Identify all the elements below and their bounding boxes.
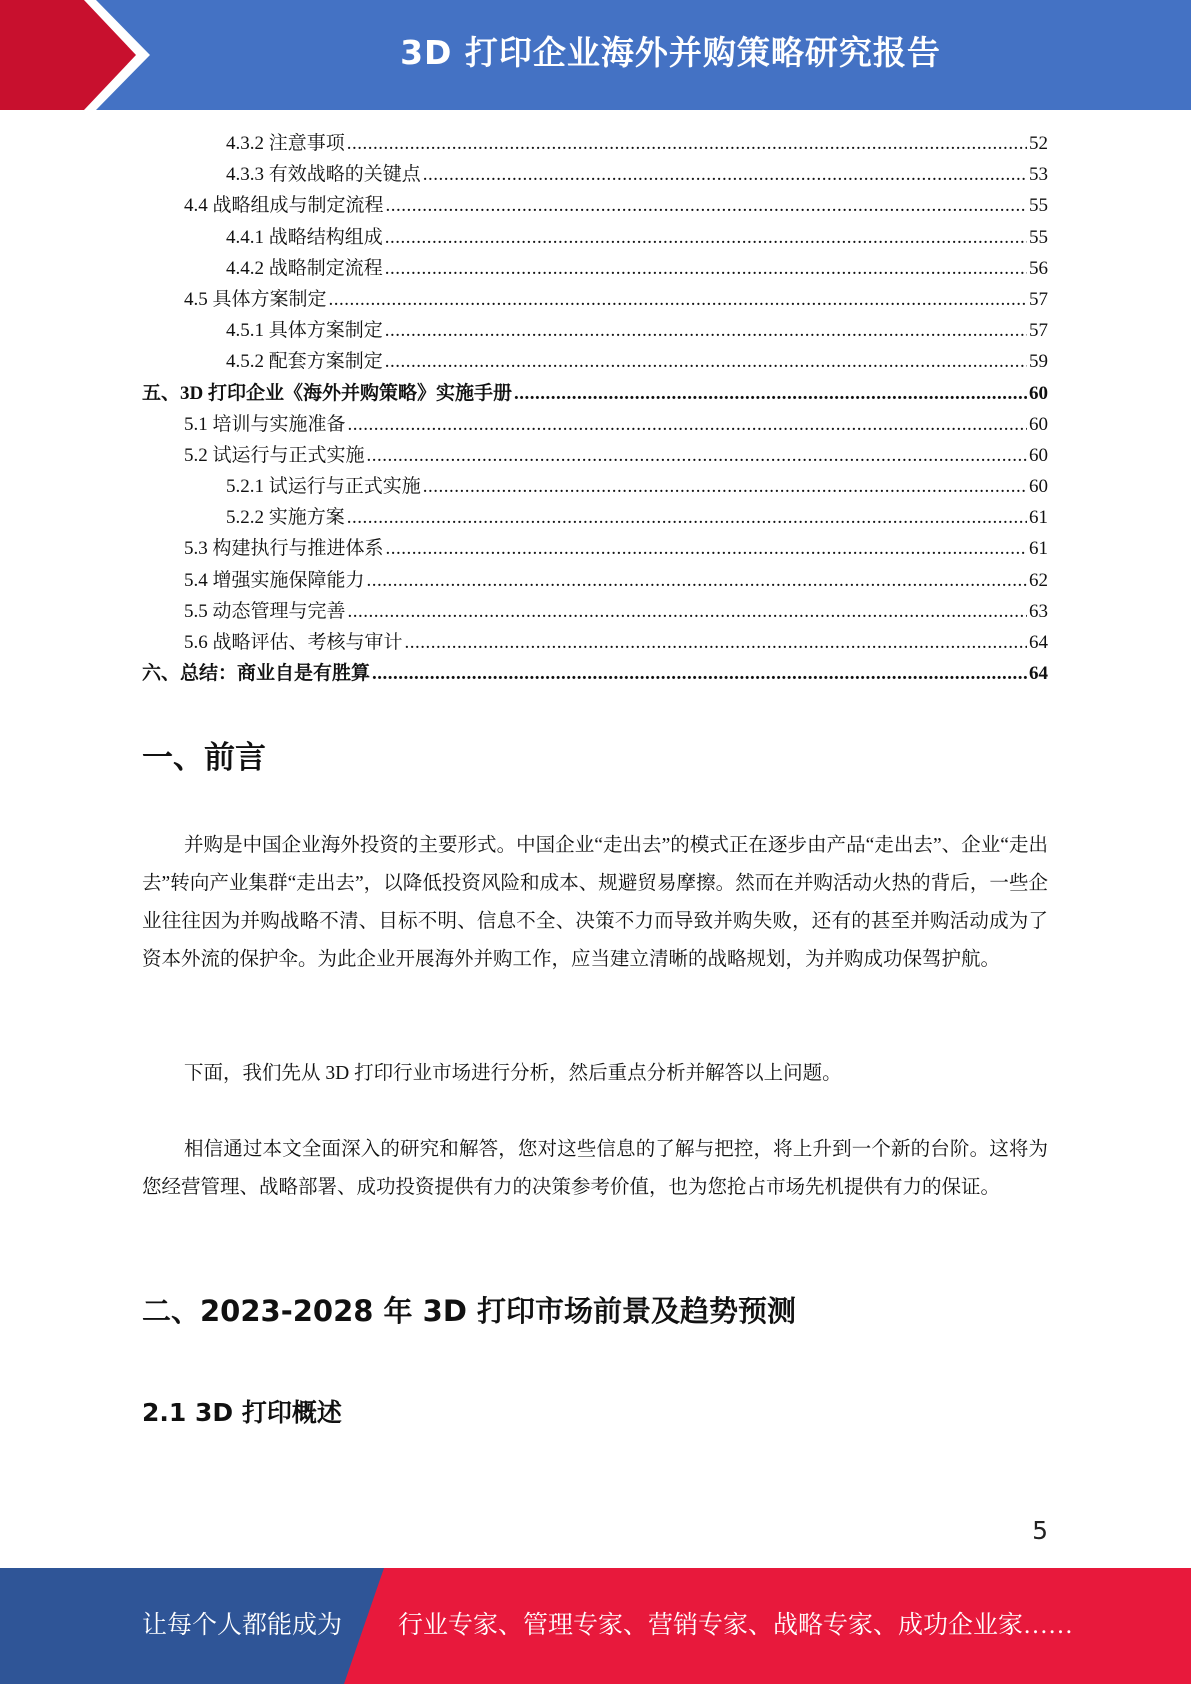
- page-footer: [0, 1568, 1191, 1684]
- toc-entry[interactable]: [142, 440, 1048, 471]
- toc-entry-title: 4.5.1 具体方案制定: [226, 320, 383, 342]
- toc-entry-title: 5.4 增强实施保障能力: [184, 569, 365, 591]
- document-title: 3D 打印企业海外并购策略研究报告: [400, 33, 941, 72]
- toc-dot-leader: [347, 507, 1027, 529]
- toc-entry-page: 57: [1029, 320, 1048, 342]
- toc-entry[interactable]: [142, 533, 1048, 564]
- toc-entry[interactable]: [142, 284, 1048, 315]
- toc-entry[interactable]: [142, 565, 1048, 596]
- toc-entry-title: 4.5 具体方案制定: [184, 288, 327, 310]
- toc-entry-title: 4.4.1 战略结构组成: [226, 226, 383, 248]
- toc-dot-leader: [423, 164, 1027, 186]
- toc-entry-title: 五、3D 打印企业《海外并购策略》实施手册: [142, 382, 512, 404]
- toc-dot-leader: [367, 445, 1027, 467]
- toc-entry-page: 60: [1029, 413, 1048, 435]
- toc-entry[interactable]: [142, 596, 1048, 627]
- toc-entry-title: 5.5 动态管理与完善: [184, 600, 346, 622]
- toc-entry[interactable]: [142, 128, 1048, 159]
- footer-slogan-right: 行业专家、管理专家、营销专家、战略专家、成功企业家……: [398, 1612, 1074, 1639]
- footer-slogan-left: 让每个人都能成为: [142, 1612, 343, 1639]
- toc-entry-title: 4.4.2 战略制定流程: [226, 257, 383, 279]
- toc-entry-page: 57: [1029, 288, 1048, 310]
- toc-entry-page: 56: [1029, 257, 1048, 279]
- toc-entry-page: 52: [1029, 133, 1048, 154]
- preface-paragraph-2: 下面，我们先从 3D 打印行业市场进行分析，然后重点分析并解答以上问题。: [184, 1063, 842, 1084]
- toc-entry-title: 4.4 战略组成与制定流程: [184, 195, 384, 217]
- toc-dot-leader: [385, 351, 1027, 373]
- toc-entry-title: 5.6 战略评估、考核与审计: [184, 632, 403, 653]
- toc-entry-page: 64: [1029, 663, 1048, 685]
- toc-entry[interactable]: [142, 658, 1048, 689]
- toc-dot-leader: [405, 632, 1027, 654]
- toc-dot-leader: [348, 601, 1027, 623]
- toc-dot-leader: [385, 258, 1027, 280]
- preface-paragraph-1: 并购是中国企业海外投资的主要形式。中国企业“走出去”的模式正在逐步由产品“走出去”、企业“走出去”转向产业集群“走出去”，以降低投资风险和成本、规避贸易摩擦。然而在并购活动火热的背后，一些企业往往因为并购战略不清、目标不明、信息不全、决策不力而导致并购失败，还有的甚至并购活动成为了资本外流的保护伞。为此企业开展海外并购工作，应当建立清晰的战略规划，为并购成功保驾护航。: [142, 835, 1048, 970]
- toc-dot-leader: [386, 195, 1027, 217]
- toc-entry-title: 4.5.2 配套方案制定: [226, 351, 383, 373]
- toc-entry-page: 60: [1029, 444, 1048, 466]
- toc-entry-title: 5.1 培训与实施准备: [184, 413, 346, 435]
- toc-entry-title: 5.2 试运行与正式实施: [184, 444, 365, 466]
- toc-entry-page: 62: [1029, 569, 1048, 591]
- toc-entry-title: 5.3 构建执行与推进体系: [184, 538, 384, 560]
- toc-dot-leader: [372, 663, 1027, 685]
- market-forecast-heading: 二、2023-2028 年 3D 打印市场前景及趋势预测: [142, 1294, 797, 1328]
- page-number: 5: [1032, 1516, 1048, 1545]
- toc-dot-leader: [347, 133, 1027, 155]
- toc-dot-leader: [329, 289, 1027, 311]
- toc-entry-page: 53: [1029, 164, 1048, 186]
- toc-entry[interactable]: [142, 315, 1048, 346]
- toc-entry[interactable]: [142, 409, 1048, 440]
- toc-entry[interactable]: [142, 378, 1048, 409]
- toc-dot-leader: [386, 538, 1027, 560]
- toc-entry-page: 55: [1029, 195, 1048, 217]
- toc-entry-page: 60: [1029, 476, 1048, 498]
- toc-entry-page: 61: [1029, 538, 1048, 560]
- toc-entry[interactable]: [142, 471, 1048, 502]
- toc-dot-leader: [385, 320, 1027, 342]
- toc-dot-leader: [367, 570, 1027, 592]
- toc-entry-page: 55: [1029, 226, 1048, 248]
- toc-entry[interactable]: [142, 159, 1048, 190]
- toc-entry-title: 4.3.2 注意事项: [226, 133, 345, 154]
- table-of-contents: [142, 128, 1048, 689]
- toc-entry-title: 4.3.3 有效战略的关键点: [226, 164, 421, 186]
- preface-heading: 一、前言: [142, 740, 266, 776]
- overview-subheading: 2.1 3D 打印概述: [142, 1398, 342, 1427]
- toc-entry[interactable]: [142, 346, 1048, 377]
- toc-dot-leader: [385, 227, 1027, 249]
- toc-entry-title: 5.2.1 试运行与正式实施: [226, 476, 421, 498]
- toc-entry-page: 61: [1029, 507, 1048, 529]
- toc-entry-page: 59: [1029, 351, 1048, 373]
- toc-entry[interactable]: [142, 253, 1048, 284]
- toc-dot-leader: [514, 383, 1027, 405]
- toc-entry-page: 60: [1029, 382, 1048, 404]
- toc-entry-page: 64: [1029, 632, 1048, 653]
- toc-entry[interactable]: [142, 502, 1048, 533]
- toc-entry[interactable]: [142, 627, 1048, 658]
- toc-entry-title: 六、总结：商业自是有胜算: [142, 663, 371, 685]
- toc-entry[interactable]: [142, 222, 1048, 253]
- toc-entry[interactable]: [142, 190, 1048, 221]
- toc-entry-page: 63: [1029, 600, 1048, 622]
- preface-paragraph-3: 相信通过本文全面深入的研究和解答，您对这些信息的了解与把控，将上升到一个新的台阶。这将为您经营管理、战略部署、成功投资提供有力的决策参考价值，也为您抢占市场先机提供有力的保证。: [142, 1139, 1048, 1198]
- page-header: [0, 0, 1191, 110]
- toc-dot-leader: [348, 414, 1027, 436]
- toc-entry-title: 5.2.2 实施方案: [226, 507, 345, 529]
- toc-dot-leader: [423, 476, 1027, 498]
